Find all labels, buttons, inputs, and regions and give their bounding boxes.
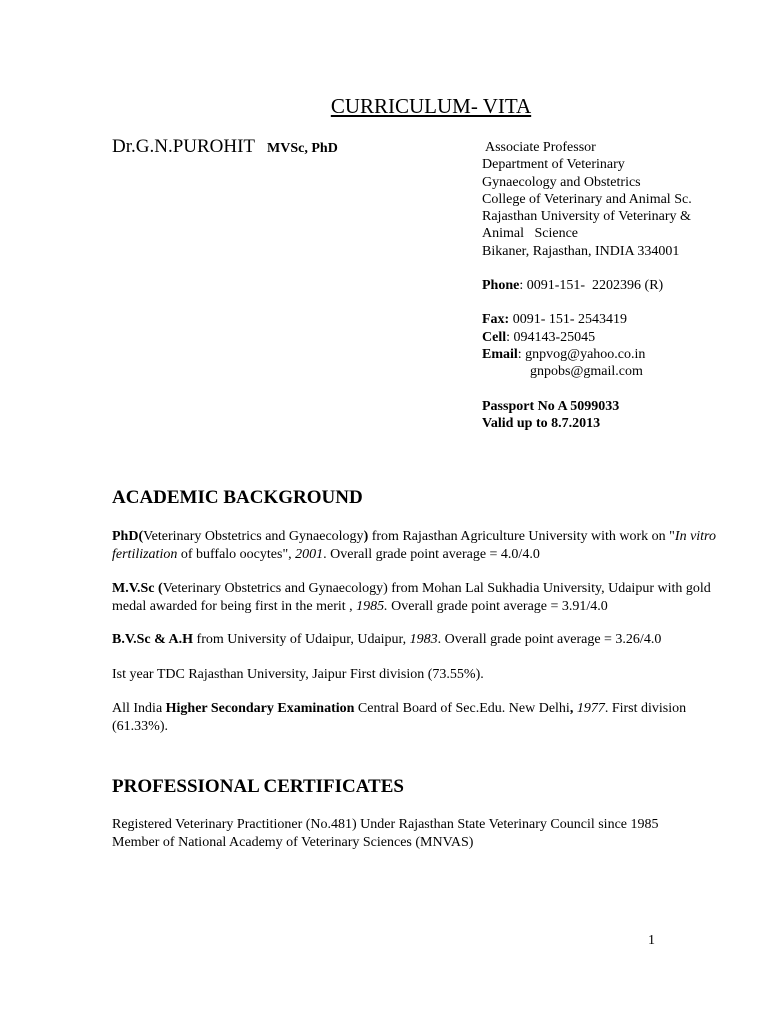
passport-validity: Valid up to 8.7.2013 [482, 415, 601, 431]
contact-block [482, 139, 692, 432]
address-line-5: Animal Science [482, 226, 579, 242]
fax-line [482, 311, 692, 328]
person-degrees: MVSc, PhD [267, 141, 338, 156]
phone-line [482, 277, 692, 294]
phone-value: : 0091-151- 2202396 (R) [519, 278, 664, 294]
cell-value: : 094143-25045 [506, 329, 596, 345]
phd-close: ) [363, 529, 369, 544]
phd-text-1: from Rajasthan Agriculture University with work on " [368, 529, 675, 544]
phd-year: 2001 [295, 546, 324, 562]
phd-entry [112, 528, 722, 563]
fax-value: 0091- 151- 2543419 [509, 312, 628, 328]
address-line-6: Bikaner, Rajasthan, INDIA 334001 [482, 243, 680, 259]
phd-text-2: of buffalo oocytes", [177, 546, 296, 562]
hse-mid: Central Board of Sec.Edu. New Delhi [354, 701, 570, 716]
professional-line-2: Member of National Academy of Veterinary Sciences (MNVAS) [112, 834, 474, 850]
mvsc-text-2: Overall grade point average = 3.91/4.0 [387, 598, 608, 614]
academic-heading: ACADEMIC BACKGROUND [112, 487, 363, 508]
passport-number: Passport No A 5099033 [482, 398, 620, 414]
phd-thesis: In vitro fertilization [112, 529, 716, 562]
hse-pre: All India [112, 701, 166, 716]
person-name-line [112, 136, 338, 158]
page-number: 1 [648, 933, 655, 948]
bvsc-entry [112, 631, 722, 649]
hse-post: . First division (61.33%). [112, 701, 687, 734]
mvsc-degree: M.V.Sc ( [112, 581, 163, 596]
address-line-2: Gynaecology and Obstetrics [482, 174, 641, 190]
bvsc-year: 1983 [409, 632, 438, 647]
mvsc-year: 1985. [356, 598, 388, 614]
cell-label: Cell [482, 329, 507, 345]
bvsc-text-1: from University of Udaipur, Udaipur, [193, 632, 410, 647]
email-line-2: gnpobs@gmail.com [530, 364, 643, 380]
email-value: : gnpvog@yahoo.co.in [517, 346, 646, 362]
mvsc-text-1: Veterinary Obstetrics and Gynaecology) from Mohan Lal Sukhadia University, Udaipur with gold medal awarded for being first in the merit , [112, 581, 711, 614]
hse-entry [112, 700, 722, 735]
mvsc-entry [112, 580, 722, 615]
tdc-entry: Ist year TDC Rajasthan University, Jaipur First division (73.55%). [112, 667, 484, 682]
phd-field: Veterinary Obstetrics and Gynaecology [143, 529, 364, 544]
bvsc-degree: B.V.Sc & A.H [112, 632, 194, 647]
hse-exam: Higher Secondary Examination [165, 701, 355, 716]
hse-year: 1977 [576, 701, 605, 716]
document-title: CURRICULUM- VITA [330, 94, 532, 118]
address-line-3: College of Veterinary and Animal Sc. [482, 191, 692, 207]
address-line-1: Department of Veterinary [482, 157, 625, 173]
professional-heading: PROFESSIONAL CERTIFICATES [112, 776, 404, 797]
professional-entries [112, 816, 752, 851]
address-line-4: Rajasthan University of Veterinary & [482, 209, 691, 225]
person-name: Dr.G.N.PUROHIT [112, 136, 256, 157]
cell-line [482, 329, 692, 346]
email-label: Email [482, 346, 518, 362]
phd-degree: PhD( [112, 529, 144, 544]
bvsc-text-2: . Overall grade point average = 3.26/4.0 [437, 632, 662, 647]
position-title: Associate Professor [485, 140, 596, 155]
professional-line-1: Registered Veterinary Practitioner (No.481) Under Rajasthan State Veterinary Council since 1985 [112, 817, 659, 832]
phone-label: Phone [482, 278, 520, 294]
fax-label: Fax: [482, 312, 510, 328]
email-line [482, 346, 692, 363]
hse-comma: , [569, 701, 577, 716]
phd-text-3: . Overall grade point average = 4.0/4.0 [323, 546, 540, 562]
